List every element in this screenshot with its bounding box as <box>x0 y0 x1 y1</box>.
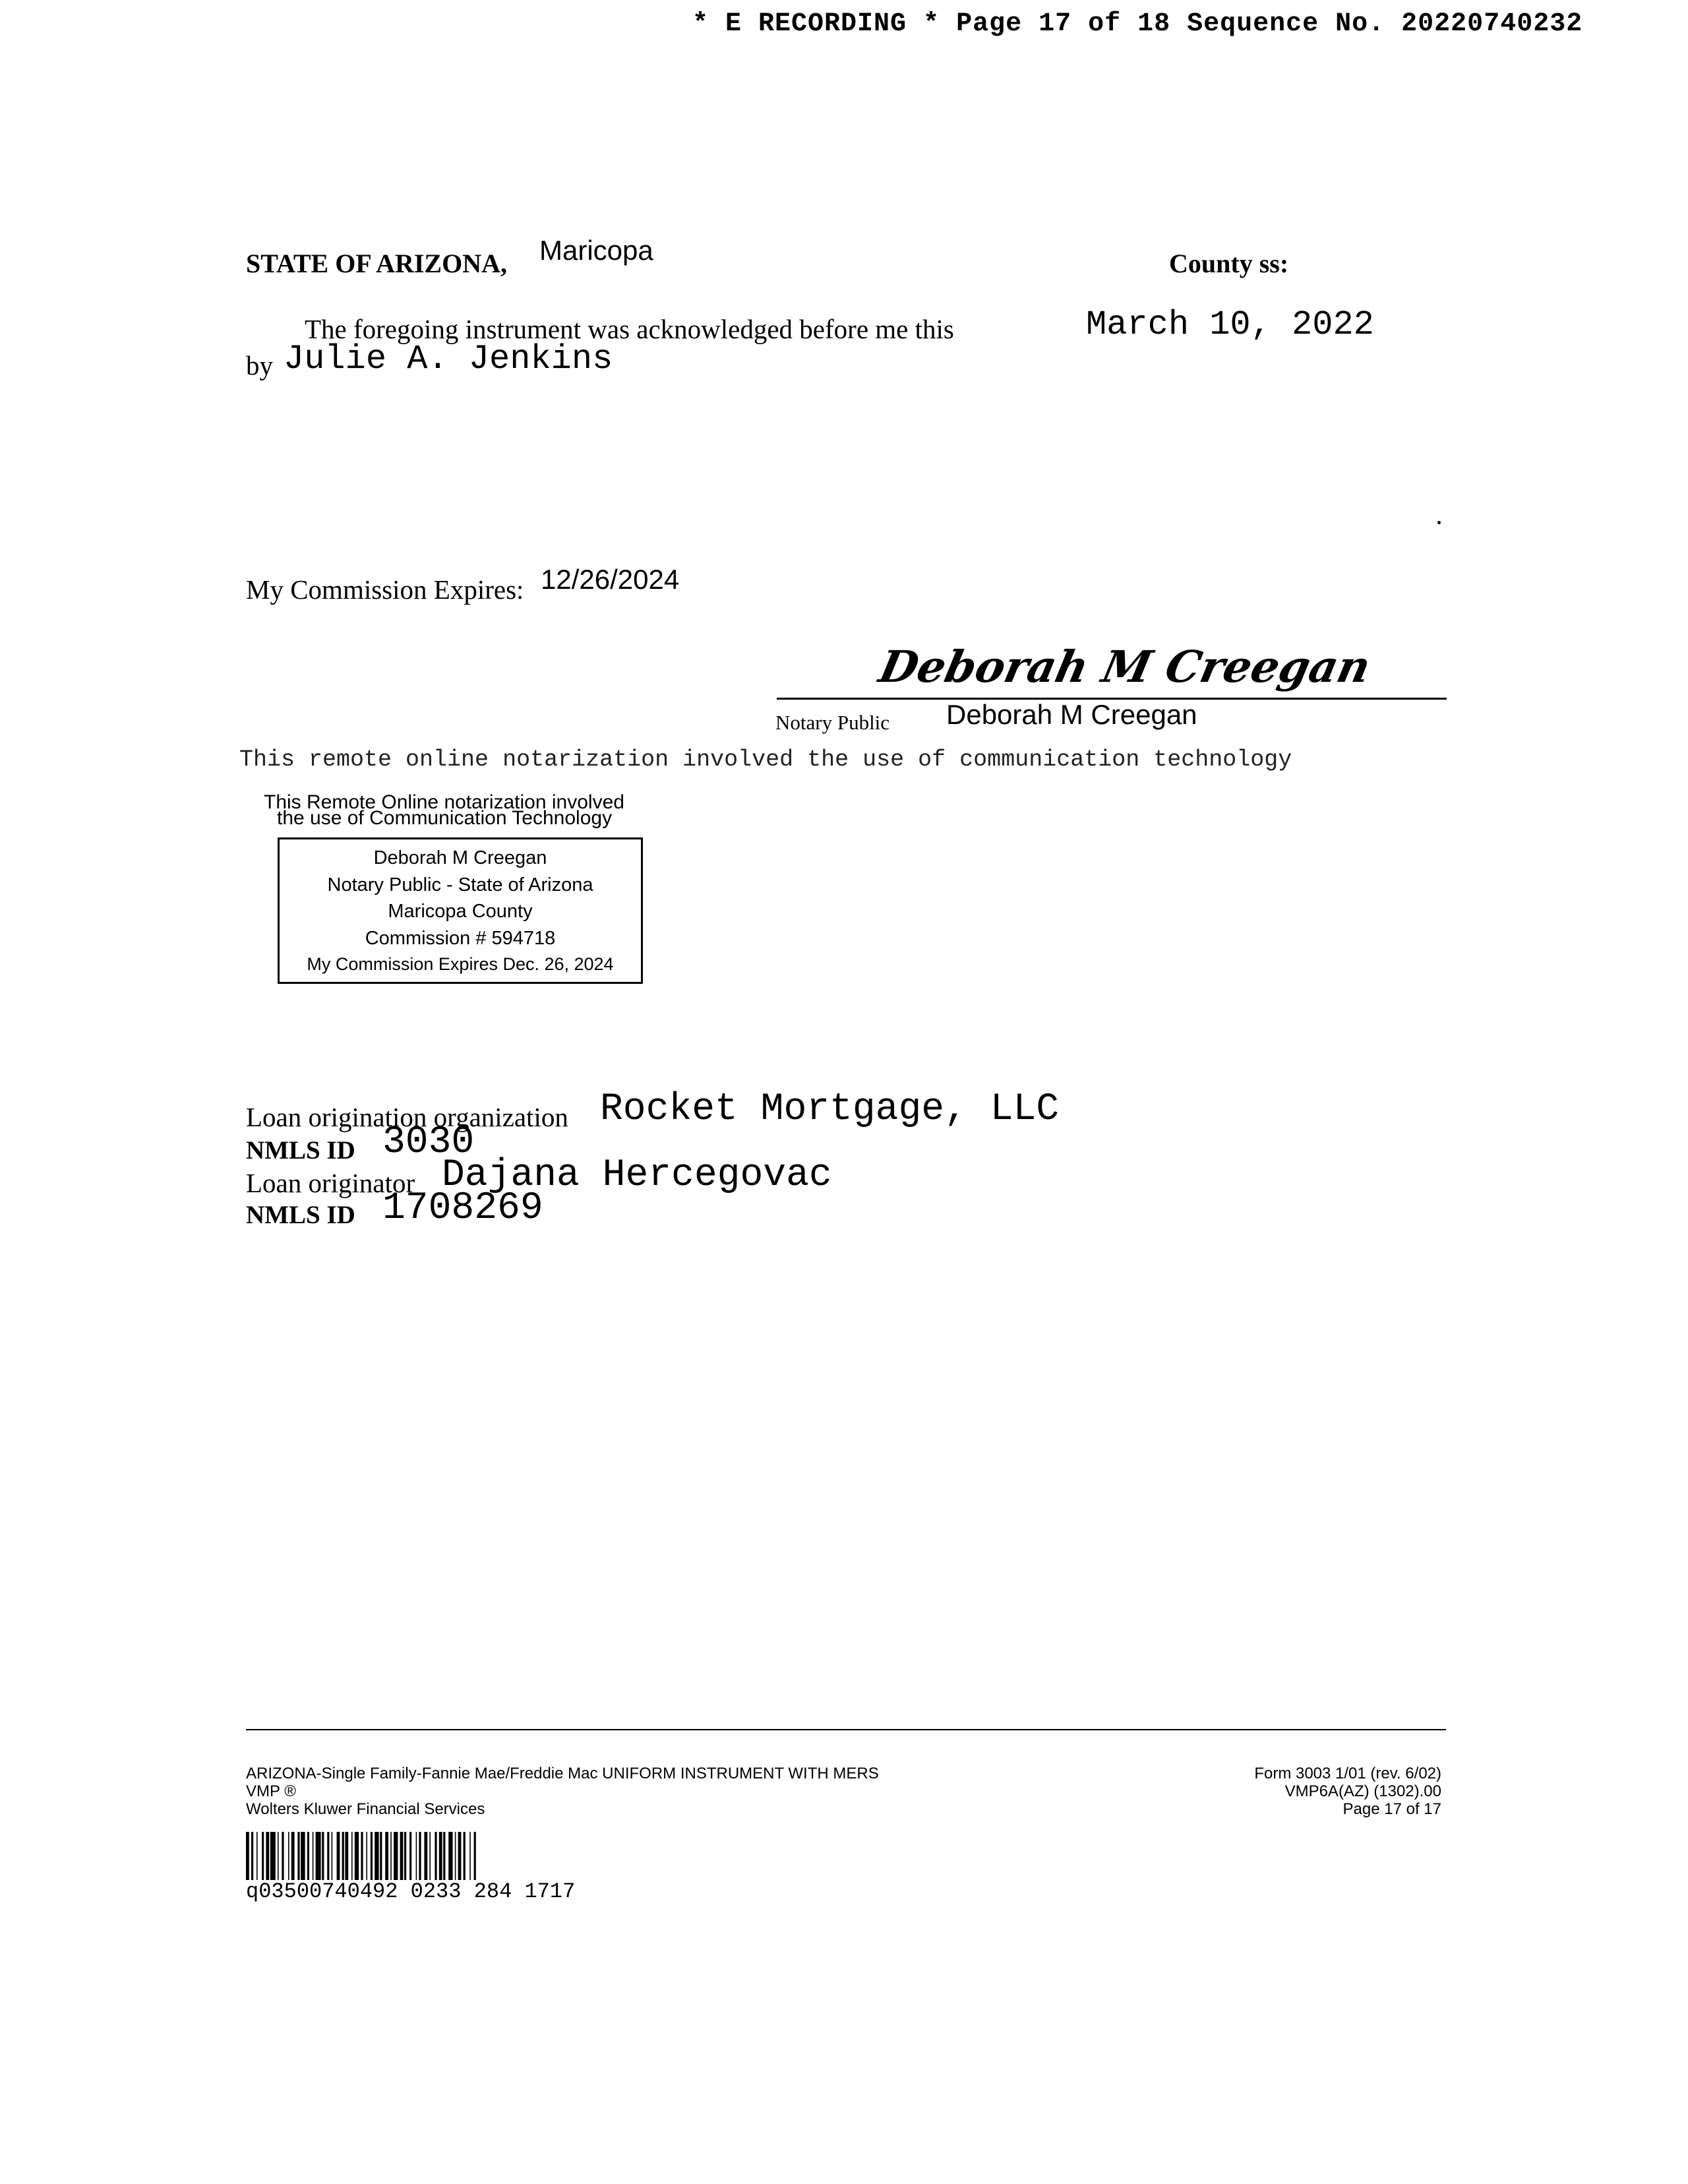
barcode-bar <box>419 1832 421 1880</box>
barcode-bar <box>464 1832 466 1880</box>
barcode-bar <box>371 1832 373 1880</box>
barcode-bar <box>469 1832 471 1880</box>
barcode-bar <box>291 1832 295 1880</box>
barcode-bar <box>270 1832 276 1880</box>
barcode-bar <box>416 1832 417 1880</box>
barcode-bar <box>282 1832 284 1880</box>
county-name: Maricopa <box>539 235 653 266</box>
barcode-bar <box>380 1832 382 1880</box>
barcode-bar <box>316 1832 321 1880</box>
barcode-bar <box>297 1832 299 1880</box>
barcode-bar <box>394 1832 398 1880</box>
stray-dot <box>1437 521 1441 524</box>
loan-originator-label: Loan originator <box>246 1168 415 1198</box>
loan-org-label: Loan origination organization <box>246 1102 568 1132</box>
barcode-bar <box>337 1832 340 1880</box>
barcode-bar <box>458 1832 462 1880</box>
barcode-bar <box>375 1832 378 1880</box>
barcode-bar <box>351 1832 353 1880</box>
acknowledgment-text: The foregoing instrument was acknowledged before me this <box>305 314 954 344</box>
stamp-line: My Commission Expires Dec. 26, 2024 <box>307 954 614 974</box>
barcode-bar <box>390 1832 392 1880</box>
barcode-bar <box>404 1832 406 1880</box>
barcode-bar <box>342 1832 344 1880</box>
barcode-bar <box>455 1832 456 1880</box>
barcode-bar <box>361 1832 363 1880</box>
notary-public-label: Notary Public <box>775 711 890 734</box>
notary-printed-name: Deborah M Creegan <box>946 699 1197 730</box>
barcode-bar <box>366 1832 367 1880</box>
barcode-bar <box>439 1832 442 1880</box>
barcode-bar <box>327 1832 329 1880</box>
loan-org-nmls-label: NMLS ID <box>246 1136 355 1165</box>
loan-org-value: Rocket Mortgage, LLC <box>600 1088 1060 1131</box>
commission-expires-date: 12/26/2024 <box>541 564 680 595</box>
stamp-header-line: This Remote Online notarization involved <box>264 791 624 813</box>
barcode-bar <box>262 1832 264 1880</box>
commission-expires-label: My Commission Expires: <box>246 574 524 605</box>
stamp-header <box>264 791 624 829</box>
footer-left-line: ARIZONA-Single Family-Fannie Mae/Freddie Mac UNIFORM INSTRUMENT WITH MERS <box>246 1765 879 1782</box>
barcode-bar <box>322 1832 324 1880</box>
barcode-bar <box>345 1832 348 1880</box>
barcode-bar <box>307 1832 309 1880</box>
loan-org-nmls-value: 3030 <box>382 1121 475 1164</box>
barcode-bar <box>355 1832 359 1880</box>
footer-divider <box>246 1729 1446 1730</box>
notary-stamp <box>278 837 643 984</box>
barcode-bar <box>448 1832 452 1880</box>
remote-notarization-notice: This remote online notarization involved the use of communication technology <box>239 746 1292 773</box>
footer-form-info <box>246 1765 879 1818</box>
barcode-bar <box>435 1832 437 1880</box>
recording-header: * E RECORDING * Page 17 of 18 Sequence No. 20220740232 <box>692 9 1583 39</box>
barcode-bar <box>246 1832 249 1880</box>
by-label: by <box>246 350 273 380</box>
loan-originator-nmls-value: 1708269 <box>382 1187 543 1230</box>
barcode-bar <box>409 1832 411 1880</box>
barcode-bar <box>288 1832 289 1880</box>
footer-form-number <box>1167 1765 1441 1818</box>
barcode-bar <box>443 1832 445 1880</box>
footer-left-line: Wolters Kluwer Financial Services <box>246 1800 485 1818</box>
barcode-bar <box>332 1832 333 1880</box>
county-label: County ss: <box>1169 249 1289 278</box>
barcode-bar <box>266 1832 269 1880</box>
barcode-bar <box>301 1832 305 1880</box>
state-label: STATE OF ARIZONA, <box>246 249 507 278</box>
acknowledged-by-name: Julie A. Jenkins <box>284 340 613 379</box>
barcode-bar <box>256 1832 258 1880</box>
barcode-bar <box>251 1832 253 1880</box>
acknowledgment-date: March 10, 2022 <box>1086 305 1374 344</box>
loan-originator-nmls-label: NMLS ID <box>246 1201 355 1229</box>
barcode-bar <box>400 1832 404 1880</box>
barcode-graphic <box>246 1832 713 1880</box>
barcode-bar <box>385 1832 388 1880</box>
barcode-bar <box>429 1832 431 1880</box>
footer-right-line: VMP6A(AZ) (1302).00 <box>1284 1782 1441 1800</box>
loan-originator-value: Dajana Hercegovac <box>442 1154 832 1197</box>
footer-right-line: Form 3003 1/01 (rev. 6/02) <box>1254 1765 1441 1782</box>
stamp-line: Maricopa County <box>388 901 533 922</box>
footer-right-line: Page 17 of 17 <box>1342 1800 1441 1818</box>
stamp-line: Deborah M Creegan <box>373 847 547 868</box>
barcode-bar <box>313 1832 314 1880</box>
barcode-number: q03500740492 0233 284 1717 <box>246 1879 576 1904</box>
notary-signature: Deborah M Creegan <box>874 641 1375 692</box>
footer-left-line: VMP ® <box>246 1782 296 1800</box>
stamp-line: Commission # 594718 <box>365 928 556 949</box>
barcode-bar <box>474 1832 476 1880</box>
stamp-line: Notary Public - State of Arizona <box>327 874 593 895</box>
stamp-header-line: the use of Communication Technology <box>277 807 613 829</box>
barcode-bar <box>278 1832 279 1880</box>
barcode-bar <box>424 1832 427 1880</box>
